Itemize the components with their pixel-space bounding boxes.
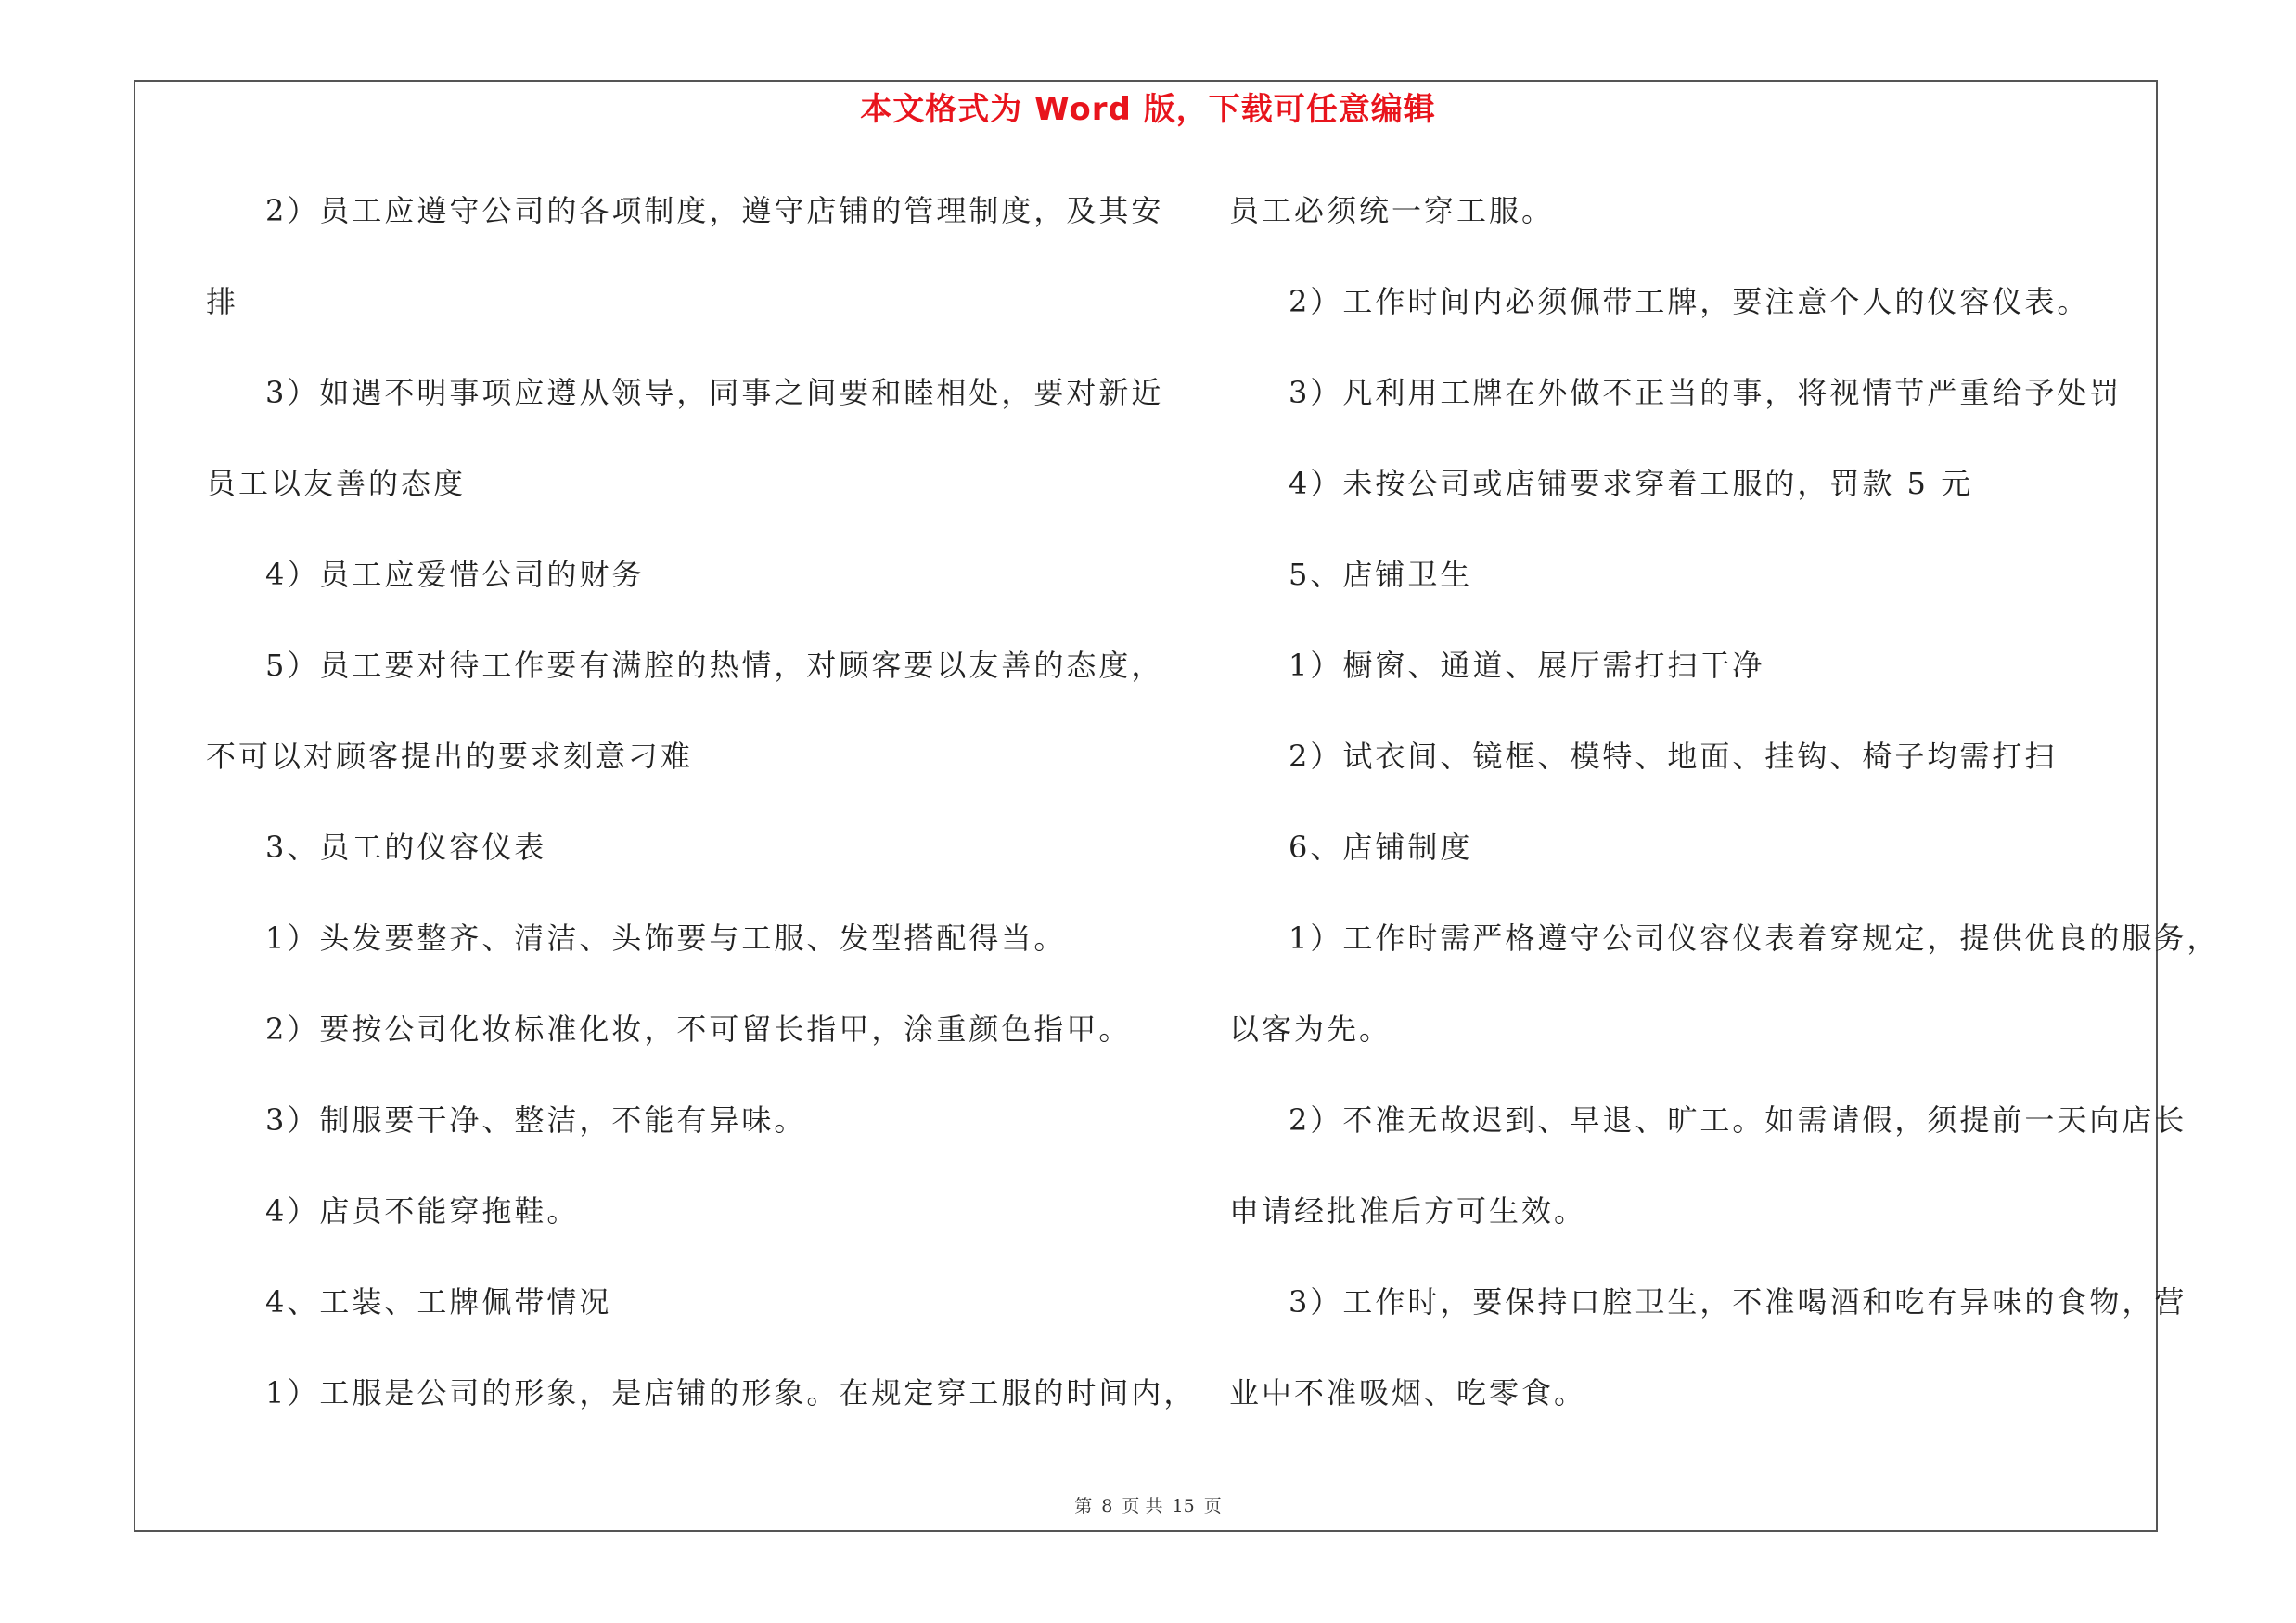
footer-suffix: 页 <box>1203 1496 1222 1516</box>
text-line: 3）如遇不明事项应遵从领导，同事之间要和睦相处，要对新近 <box>265 375 1164 410</box>
text-line: 1）橱窗、通道、展厅需打扫干净 <box>1289 648 1765 683</box>
text-line: 4）未按公司或店铺要求穿着工服的，罚款 5 元 <box>1289 466 1974 501</box>
text-line: 2）不准无故迟到、早退、旷工。如需请假，须提前一天向店长 <box>1289 1102 2187 1138</box>
text-line: 3）制服要干净、整洁，不能有异味。 <box>265 1102 807 1138</box>
text-line: 5、店铺卫生 <box>1289 557 1473 592</box>
page-footer <box>0 1492 2296 1517</box>
left-column <box>206 184 1197 1457</box>
footer-current-page: 8 <box>1101 1496 1113 1516</box>
format-banner: 本文格式为 Word 版，下载可任意编辑 <box>860 91 1436 128</box>
text-line: 1）工服是公司的形象，是店铺的形象。在规定穿工服的时间内， <box>265 1375 1197 1410</box>
footer-prefix: 第 <box>1074 1496 1093 1516</box>
text-line: 不可以对顾客提出的要求刻意刁难 <box>206 739 694 774</box>
text-line: 业中不准吸烟、吃零食。 <box>1229 1375 1587 1410</box>
text-line: 3）工作时，要保持口腔卫生，不准喝酒和吃有异味的食物，营 <box>1289 1284 2187 1320</box>
text-line: 排 <box>206 284 239 319</box>
text-line: 4、工装、工牌佩带情况 <box>265 1284 612 1320</box>
text-line: 员工以友善的态度 <box>206 466 467 501</box>
text-line: 员工必须统一穿工服。 <box>1229 193 1555 228</box>
footer-middle: 页 共 <box>1122 1496 1163 1516</box>
text-line: 6、店铺制度 <box>1289 830 1473 865</box>
text-line: 1）头发要整齐、清洁、头饰要与工服、发型搭配得当。 <box>265 921 1067 956</box>
text-line: 3）凡利用工牌在外做不正当的事，将视情节严重给予处罚 <box>1289 375 2123 410</box>
text-line: 4）员工应爱惜公司的财务 <box>265 557 645 592</box>
text-line: 2）员工应遵守公司的各项制度，遵守店铺的管理制度，及其安 <box>265 193 1164 228</box>
right-column <box>1229 184 2220 1457</box>
text-line: 5）员工要对待工作要有满腔的热情，对顾客要以友善的态度， <box>265 648 1164 683</box>
text-line: 以客为先。 <box>1229 1011 1392 1047</box>
text-line: 1）工作时需严格遵守公司仪容仪表着穿规定，提供优良的服务， <box>1289 921 2220 956</box>
text-line: 2）工作时间内必须佩带工牌，要注意个人的仪容仪表。 <box>1289 284 2090 319</box>
text-line: 4）店员不能穿拖鞋。 <box>265 1193 580 1229</box>
text-line: 2）试衣间、镜框、模特、地面、挂钩、椅子均需打扫 <box>1289 739 2058 774</box>
footer-total-pages: 15 <box>1172 1496 1195 1516</box>
text-line: 申请经批准后方可生效。 <box>1229 1193 1587 1229</box>
text-line: 3、员工的仪容仪表 <box>265 830 547 865</box>
text-line: 2）要按公司化妆标准化妆，不可留长指甲，涂重颜色指甲。 <box>265 1011 1132 1047</box>
